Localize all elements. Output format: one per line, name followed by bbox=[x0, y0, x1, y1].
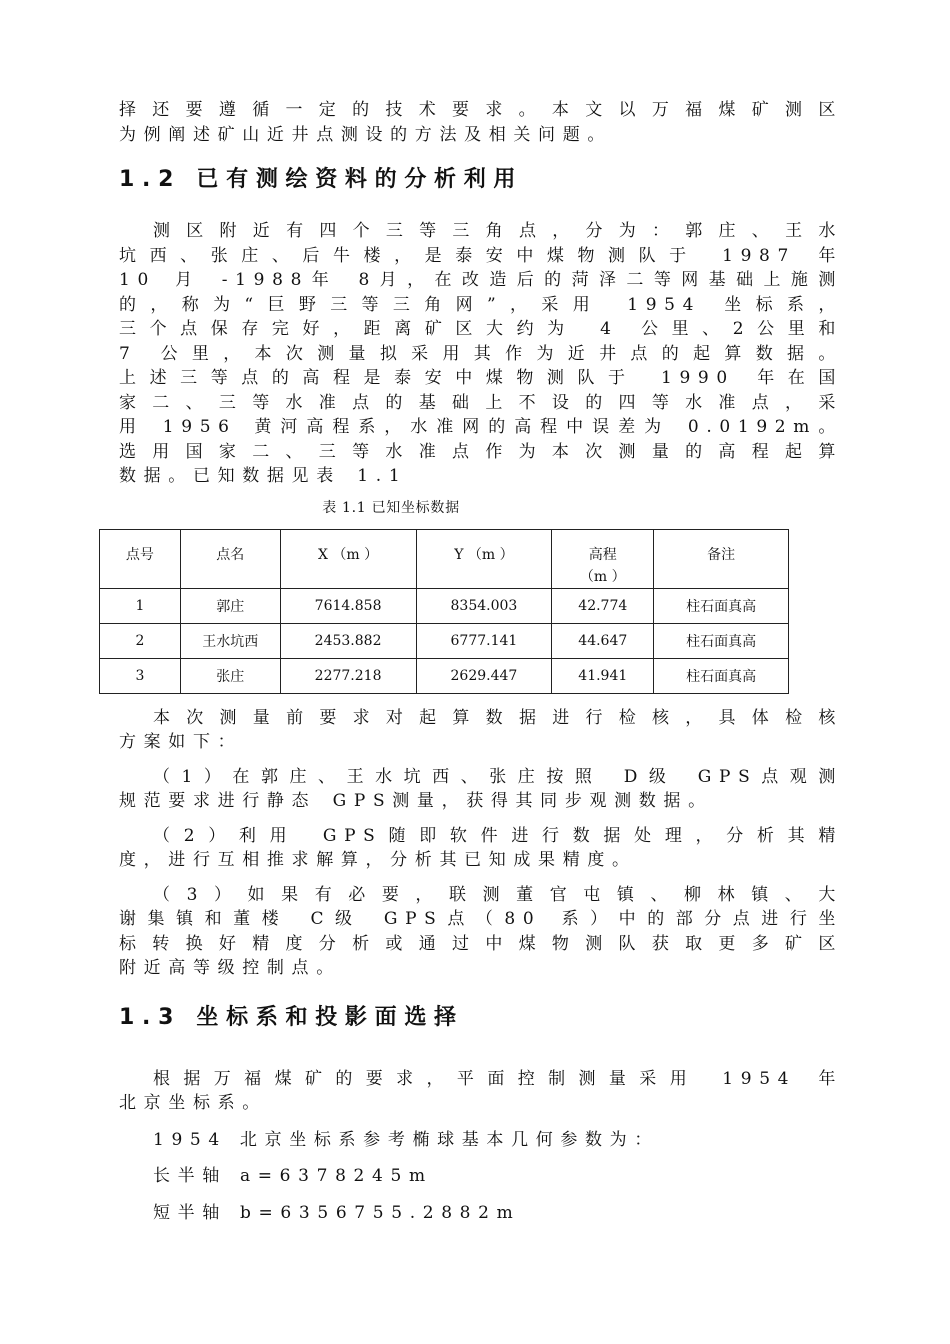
semi-major-axis: 长半轴 a=6378245m bbox=[153, 1166, 433, 1186]
header-x: X （m ） bbox=[280, 529, 416, 588]
cell-x: 2277.218 bbox=[280, 658, 416, 693]
header-remark: 备注 bbox=[654, 529, 789, 588]
paragraph-line: 上述三等点的高程是泰安中煤物测队于 1990 年在国 bbox=[119, 368, 843, 388]
cell-point-no: 3 bbox=[100, 658, 181, 693]
paragraph-line: 根据万福煤矿的要求，平面控制测量采用 1954 年 bbox=[153, 1068, 843, 1089]
paragraph-line: 标转换好精度分析或通过中煤物测队获取更多矿区 bbox=[119, 933, 843, 954]
cell-remark: 柱石面真高 bbox=[654, 658, 789, 693]
ellipsoid-parameter-title: 1954 北京坐标系参考椭球基本几何参数为： bbox=[153, 1129, 659, 1150]
cell-x: 7614.858 bbox=[280, 588, 416, 623]
cell-remark: 柱石面真高 bbox=[654, 588, 789, 623]
paragraph-line: 的，称为“巨野三等三角网”，采用 1954 坐标系， bbox=[119, 294, 843, 315]
table-row bbox=[100, 588, 789, 623]
cell-elevation: 44.647 bbox=[552, 623, 654, 658]
table-row bbox=[100, 623, 789, 658]
intro-line: 为例阐述矿山近井点测设的方法及相关问题。 bbox=[119, 124, 612, 145]
cell-point-no: 2 bbox=[100, 623, 181, 658]
cell-elevation: 42.774 bbox=[552, 588, 654, 623]
section-heading-1-2: 1.2 已有测绘资料的分析利用 bbox=[119, 167, 524, 192]
paragraph-line: （3）如果有必要，联测董官屯镇、柳林镇、大 bbox=[153, 884, 843, 905]
header-elevation bbox=[552, 529, 654, 588]
cell-x: 2453.882 bbox=[280, 623, 416, 658]
header-elevation-label: 高程 bbox=[588, 546, 617, 563]
section-1-2-paragraph bbox=[119, 219, 843, 489]
cell-point-name: 王水坑西 bbox=[180, 623, 280, 658]
paragraph-line: （1）在郭庄、王水坑西、张庄按照 D级 GPS点观测 bbox=[153, 766, 843, 787]
coordinate-table bbox=[99, 529, 789, 694]
cell-point-name: 张庄 bbox=[180, 658, 280, 693]
check-item-2 bbox=[119, 824, 843, 873]
paragraph-line: 10 月 -1988年 8月，在改造后的菏泽二等网基础上施测 bbox=[119, 270, 843, 290]
check-item-3 bbox=[119, 883, 843, 981]
paragraph-line: 坑西、张庄、后牛楼，是泰安中煤物测队于 1987 年 bbox=[119, 245, 843, 266]
paragraph-line: 谢集镇和董楼 C级 GPS点（80 系）中的部分点进行坐 bbox=[119, 909, 843, 929]
table-row bbox=[100, 658, 789, 693]
cell-remark: 柱石面真高 bbox=[654, 623, 789, 658]
cell-y: 6777.141 bbox=[416, 623, 552, 658]
paragraph-line: 测区附近有四个三等三角点，分为：郭庄、王水 bbox=[153, 221, 843, 241]
paragraph-line: 北京坐标系。 bbox=[119, 1093, 267, 1113]
cell-point-no: 1 bbox=[100, 588, 181, 623]
header-point-name: 点名 bbox=[180, 529, 280, 588]
semi-minor-axis: 短半轴 b=6356755.2882m bbox=[153, 1202, 521, 1223]
cell-y: 2629.447 bbox=[416, 658, 552, 693]
paragraph-line: 附近高等级控制点。 bbox=[119, 958, 341, 978]
cell-elevation: 41.941 bbox=[552, 658, 654, 693]
paragraph-line: 数据。已知数据见表 1.1 bbox=[119, 466, 408, 486]
paragraph-line: 用 1956 黄河高程系，水准网的高程中误差为 0.0192m。 bbox=[119, 417, 843, 437]
section-1-3-paragraph bbox=[119, 1067, 843, 1116]
paragraph-line: 度，进行互相推求解算，分析其已知成果精度。 bbox=[119, 850, 637, 870]
document-page bbox=[119, 98, 843, 1225]
paragraph-line: 方案如下： bbox=[119, 732, 243, 752]
section-heading-1-3: 1.3 坐标系和投影面选择 bbox=[119, 1004, 464, 1030]
table-caption: 表 1.1 已知坐标数据 bbox=[322, 499, 460, 516]
check-paragraph bbox=[119, 706, 843, 755]
paragraph-line: 7 公里，本次测量拟采用其作为近井点的起算数据。 bbox=[119, 343, 843, 364]
cell-y: 8354.003 bbox=[416, 588, 552, 623]
cell-point-name: 郭庄 bbox=[180, 588, 280, 623]
paragraph-line: 本次测量前要求对起算数据进行检核，具体检核 bbox=[153, 707, 843, 728]
header-elevation-unit: （m ） bbox=[579, 568, 626, 585]
header-y: Y （m ） bbox=[416, 529, 552, 588]
paragraph-line: 选用国家二、三等水准点作为本次测量的高程起算 bbox=[119, 441, 843, 462]
intro-line: 择还要遵循一定的技术要求。本文以万福煤矿测区 bbox=[119, 100, 843, 120]
check-item-1 bbox=[119, 765, 843, 814]
header-point-no: 点号 bbox=[100, 529, 181, 588]
paragraph-line: 规范要求进行静态 GPS测量，获得其同步观测数据。 bbox=[119, 791, 713, 811]
paragraph-line: 家二、三等水准点的基础上不设的四等水准点，采 bbox=[119, 392, 843, 413]
paragraph-line: （2）利用 GPS随即软件进行数据处理，分析其精 bbox=[153, 825, 843, 846]
paragraph-line: 三个点保存完好，距离矿区大约为 4 公里、2公里和 bbox=[119, 319, 843, 339]
table-header-row bbox=[100, 529, 789, 588]
